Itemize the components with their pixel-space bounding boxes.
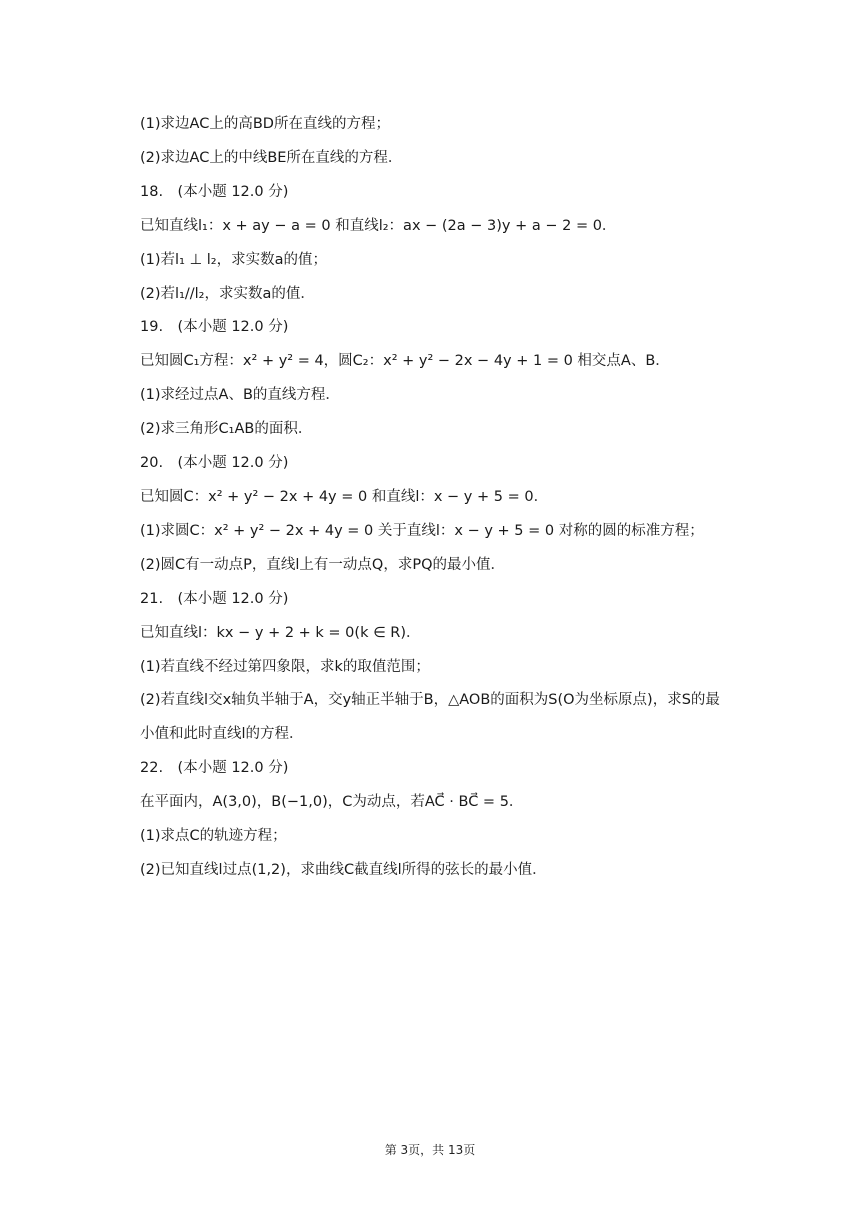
question-22-stem: 在平面内，A(3,0)，B(−1,0)，C为动点，若AC⃗ · BC⃗ = 5．: [140, 794, 524, 811]
question-18-stem: 已知直线l₁：x + ay − a = 0 和直线l₂：ax − (2a − 3)y + a − 2 = 0．: [140, 217, 617, 234]
question-20-header: 20. (本小题 12.0 分): [140, 455, 289, 472]
question-19-header: 19. (本小题 12.0 分): [140, 319, 289, 336]
page-number-footer: 第 3页，共 13页: [384, 1143, 476, 1157]
question-18-part-2: (2)若l₁//l₂，求实数a的值．: [140, 285, 315, 302]
page-content: [140, 108, 760, 888]
question-20-part-2: (2)圆C有一动点P，直线l上有一动点Q，求PQ的最小值．: [140, 556, 506, 573]
question-19-part-2: (2)求三角形C₁AB的面积．: [140, 421, 313, 438]
question-19-stem: 已知圆C₁方程：x² + y² = 4，圆C₂：x² + y² − 2x − 4y + 1 = 0 相交点A、B．: [140, 353, 670, 370]
question-17-part-2: (2)求边AC上的中线BE所在直线的方程．: [140, 149, 403, 166]
question-21-part-1: (1)若直线不经过第四象限，求k的取值范围；: [140, 658, 430, 675]
question-22-part-2: (2)已知直线l过点(1,2)，求曲线C截直线l所得的弦长的最小值．: [140, 861, 547, 878]
question-18-part-1: (1)若l₁ ⊥ l₂，求实数a的值；: [140, 251, 327, 268]
question-22-part-1: (1)求点C的轨迹方程；: [140, 828, 287, 845]
question-18-header: 18. (本小题 12.0 分): [140, 183, 289, 200]
question-17-part-1: (1)求边AC上的高BD所在直线的方程；: [140, 116, 390, 132]
question-20-stem: 已知圆C：x² + y² − 2x + 4y = 0 和直线l：x − y + 5 = 0．: [140, 488, 549, 505]
question-21-stem: 已知直线l：kx − y + 2 + k = 0(k ∈ R)．: [140, 624, 421, 641]
question-20-part-1: (1)求圆C：x² + y² − 2x + 4y = 0 关于直线l：x − y + 5 = 0 对称的圆的标准方程；: [140, 522, 704, 539]
question-22-header: 22. (本小题 12.0 分): [140, 760, 289, 777]
question-21-header: 21. (本小题 12.0 分): [140, 590, 289, 607]
question-21-part-2-line-2: 小值和此时直线l的方程．: [140, 726, 304, 743]
question-21-part-2-line-1: (2)若直线l交x轴负半轴于A，交y轴正半轴于B，△AOB的面积为S(O为坐标原点)，求S的最: [140, 692, 720, 709]
question-19-part-1: (1)求经过点A、B的直线方程．: [140, 387, 340, 404]
